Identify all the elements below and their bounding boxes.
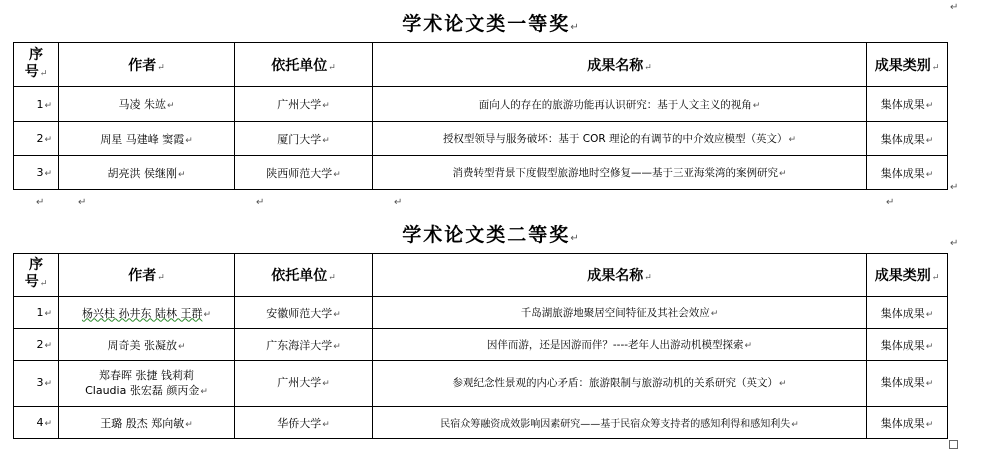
- table-row: [14, 297, 948, 329]
- header-author: 作者↵: [59, 254, 235, 297]
- cell-category: 集体成果↵: [867, 361, 948, 407]
- cell-seq: 2↵: [14, 329, 59, 361]
- award-table-first-prize: [13, 42, 948, 190]
- section-title-first-prize: [0, 9, 981, 36]
- cell-seq: 2↵: [14, 122, 59, 156]
- table-row: [14, 87, 948, 122]
- cell-category: 集体成果↵: [867, 329, 948, 361]
- cell-author: 周星 马建峰 窦霞↵: [59, 122, 235, 156]
- cell-author: 杨兴柱 孙井东 陆林 王群↵: [59, 297, 235, 329]
- table-row: [14, 156, 948, 190]
- cell-title: 因伴而游，还是因游而伴？----老年人出游动机模型探索↵: [373, 329, 867, 361]
- cell-seq: 3↵: [14, 361, 59, 407]
- cell-title: 授权型领导与服务破坏：基于 COR 理论的有调节的中介效应模型（英文）↵: [373, 122, 867, 156]
- header-author: 作者↵: [59, 43, 235, 87]
- cell-author: 王璐 殷杰 郑向敏↵: [59, 407, 235, 439]
- return-mark-icon: ↵: [950, 182, 959, 193]
- cell-unit: 广东海洋大学↵: [235, 329, 373, 361]
- return-mark-icon: ↵: [36, 197, 45, 208]
- cell-seq: 1↵: [14, 87, 59, 122]
- table-header-row: [14, 254, 948, 297]
- return-mark-icon: ↵: [78, 197, 87, 208]
- section-title-second-prize: [0, 220, 981, 247]
- cell-author: 周奇美 张凝放↵: [59, 329, 235, 361]
- cell-category: 集体成果↵: [867, 87, 948, 122]
- table-row: [14, 122, 948, 156]
- cell-category: 集体成果↵: [867, 156, 948, 190]
- return-mark-icon: ↵: [394, 197, 403, 208]
- cell-unit: 陕西师范大学↵: [235, 156, 373, 190]
- return-mark-icon: ↵: [886, 197, 895, 208]
- cell-title: 消费转型背景下度假型旅游地时空修复——基于三亚海棠湾的案例研究↵: [373, 156, 867, 190]
- cell-unit: 厦门大学↵: [235, 122, 373, 156]
- cell-unit: 华侨大学↵: [235, 407, 373, 439]
- header-category: 成果类别↵: [867, 254, 948, 297]
- table-end-marker: [949, 440, 958, 449]
- cell-title: 民宿众筹融资成效影响因素研究——基于民宿众筹支持者的感知利得和感知利失↵: [373, 407, 867, 439]
- return-mark-icon: ↵: [570, 233, 579, 244]
- cell-title: 面向人的存在的旅游功能再认识研究：基于人文主义的视角↵: [373, 87, 867, 122]
- cell-seq: 4↵: [14, 407, 59, 439]
- header-category: 成果类别↵: [867, 43, 948, 87]
- cell-seq: 3↵: [14, 156, 59, 190]
- cell-author: 郑春晖 张捷 钱莉莉 Claudia 张宏磊 颜丙金↵: [59, 361, 235, 407]
- header-seq: 序 号↵: [14, 254, 59, 297]
- table-row: [14, 407, 948, 439]
- cell-category: 集体成果↵: [867, 297, 948, 329]
- cell-title: 千岛湖旅游地聚居空间特征及其社会效应↵: [373, 297, 867, 329]
- return-mark-icon: ↵: [950, 2, 959, 13]
- cell-unit: 广州大学↵: [235, 361, 373, 407]
- table-row: [14, 361, 948, 407]
- cell-author: 胡亮洪 侯继刚↵: [59, 156, 235, 190]
- cell-author: 马凌 朱竑↵: [59, 87, 235, 122]
- return-mark-icon: ↵: [256, 197, 265, 208]
- cell-category: 集体成果↵: [867, 122, 948, 156]
- section-title-text: 学术论文类二等奖: [402, 224, 571, 246]
- return-mark-icon: ↵: [570, 22, 579, 33]
- header-unit: 依托单位↵: [235, 43, 373, 87]
- header-title: 成果名称↵: [373, 254, 867, 297]
- return-mark-icon: ↵: [950, 238, 959, 249]
- cell-unit: 安徽师范大学↵: [235, 297, 373, 329]
- cell-category: 集体成果↵: [867, 407, 948, 439]
- cell-seq: 1↵: [14, 297, 59, 329]
- header-title: 成果名称↵: [373, 43, 867, 87]
- header-seq: 序 号↵: [14, 43, 59, 87]
- table-header-row: [14, 43, 948, 87]
- cell-unit: 广州大学↵: [235, 87, 373, 122]
- table-row: [14, 329, 948, 361]
- header-unit: 依托单位↵: [235, 254, 373, 297]
- cell-title: 参观纪念性景观的内心矛盾：旅游限制与旅游动机的关系研究（英文）↵: [373, 361, 867, 407]
- award-table-second-prize: [13, 253, 948, 439]
- section-title-text: 学术论文类一等奖: [402, 13, 571, 35]
